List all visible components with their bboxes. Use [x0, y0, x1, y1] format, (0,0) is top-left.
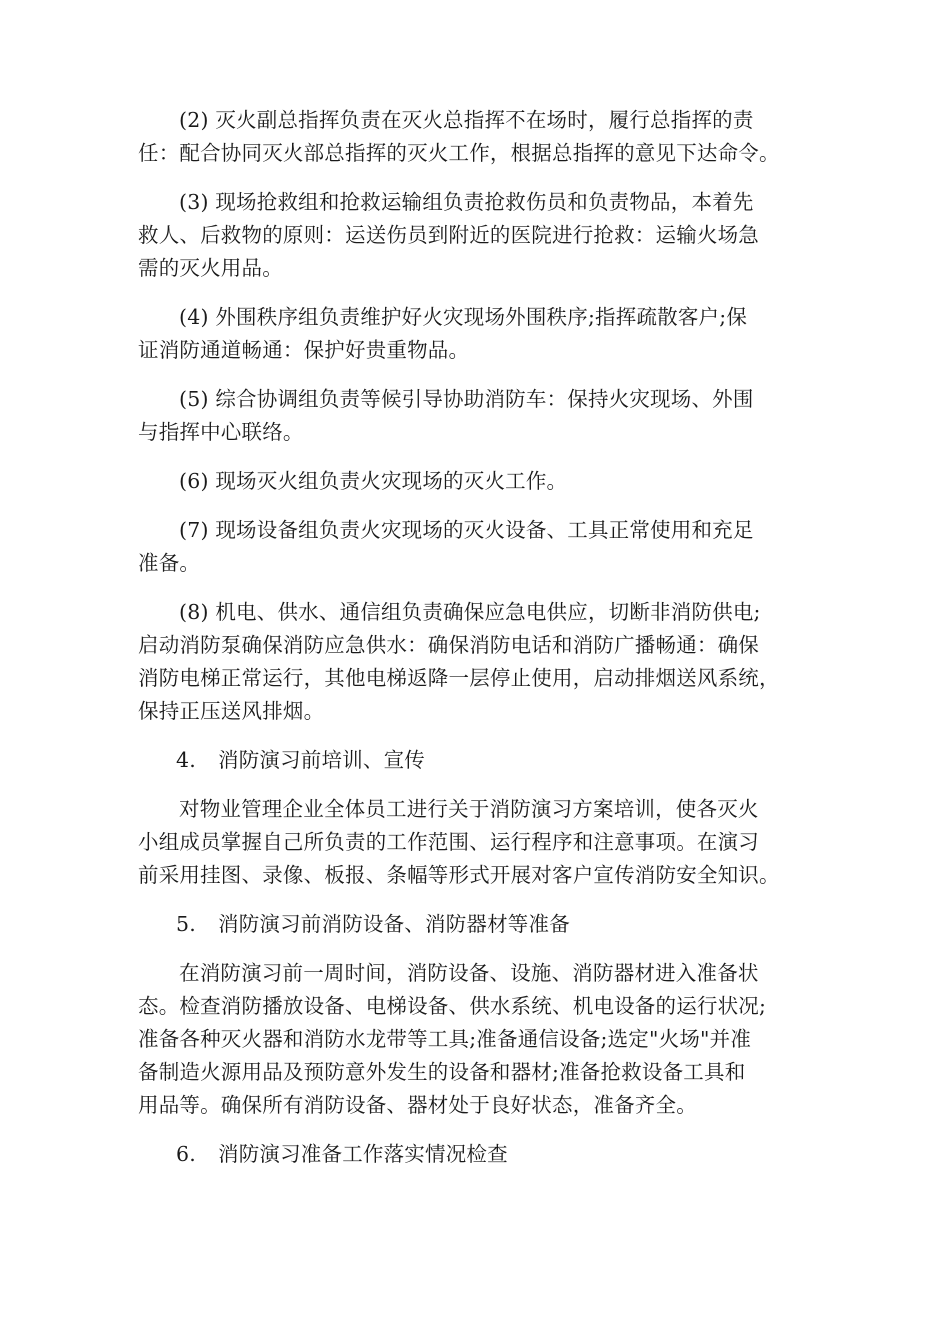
text-line: 消防电梯正常运行，其他电梯返降一层停止使用，启动排烟送风系统，: [138, 666, 780, 690]
text-line: (6) 现场灭火组负责火灾现场的灭火工作。: [179, 469, 568, 493]
text-line: 前采用挂图、录像、板报、条幅等形式开展对客户宣传消防安全知识。: [138, 863, 780, 887]
text-line: (4) 外围秩序组负责维护好火灾现场外围秩序;指挥疏散客户;保: [179, 305, 748, 329]
section-heading-5: [138, 908, 828, 941]
text-line: 准备各种灭火器和消防水龙带等工具;准备通信设备;选定"火场"并准: [138, 1027, 752, 1051]
text-line: 在消防演习前一周时间，消防设备、设施、消防器材进入准备状: [179, 961, 759, 985]
section-title: 消防演习前消防设备、消防器材等准备: [218, 912, 570, 936]
text-line: 小组成员掌握自己所负责的工作范围、运行程序和注意事项。在演习: [138, 830, 759, 854]
text-line: 证消防通道畅通：保护好贵重物品。: [138, 338, 470, 362]
paragraph-item-2: [138, 104, 828, 170]
text-line: (2) 灭火副总指挥负责在灭火总指挥不在场时，履行总指挥的责: [179, 108, 754, 132]
text-line: 备制造火源用品及预防意外发生的设备和器材;准备抢救设备工具和: [138, 1060, 746, 1084]
text-line: 态。检查消防播放设备、电梯设备、供水系统、机电设备的运行状况;: [138, 994, 767, 1018]
text-line: (5) 综合协调组负责等候引导协助消防车：保持火灾现场、外围: [179, 387, 754, 411]
text-line: 与指挥中心联络。: [138, 420, 304, 444]
section-heading-4: [138, 744, 828, 777]
text-line: 任：配合协同灭火部总指挥的灭火工作，根据总指挥的意见下达命令。: [138, 141, 780, 165]
text-line: (8) 机电、供水、通信组负责确保应急电供应，切断非消防供电;: [179, 600, 761, 624]
text-line: 对物业管理企业全体员工进行关于消防演习方案培训，使各灭火: [179, 797, 759, 821]
paragraph-item-4: [138, 301, 828, 367]
section-title: 消防演习准备工作落实情况检查: [218, 1142, 508, 1166]
section-title: 消防演习前培训、宣传: [218, 748, 425, 772]
section-heading-6: [138, 1138, 828, 1171]
paragraph-item-6: [138, 465, 828, 498]
text-line: 救人、后救物的原则：运送伤员到附近的医院进行抢救：运输火场急: [138, 223, 759, 247]
paragraph-item-3: [138, 186, 828, 285]
text-line: 保持正压送风排烟。: [138, 699, 325, 723]
text-line: (3) 现场抢救组和抢救运输组负责抢救伤员和负责物品，本着先: [179, 190, 754, 214]
section-number: 4.: [176, 748, 196, 772]
paragraph-section-5: [138, 957, 828, 1122]
text-line: 准备。: [138, 551, 201, 575]
text-line: 需的灭火用品。: [138, 256, 283, 280]
paragraph-section-4: [138, 793, 828, 892]
text-line: 启动消防泵确保消防应急供水：确保消防电话和消防广播畅通：确保: [138, 633, 759, 657]
document-page: [138, 104, 828, 1187]
section-number: 6.: [176, 1142, 196, 1166]
text-line: (7) 现场设备组负责火灾现场的灭火设备、工具正常使用和充足: [179, 518, 754, 542]
section-number: 5.: [176, 912, 196, 936]
paragraph-item-7: [138, 514, 828, 580]
paragraph-item-5: [138, 383, 828, 449]
paragraph-item-8: [138, 596, 828, 728]
text-line: 用品等。确保所有消防设备、器材处于良好状态，准备齐全。: [138, 1093, 697, 1117]
